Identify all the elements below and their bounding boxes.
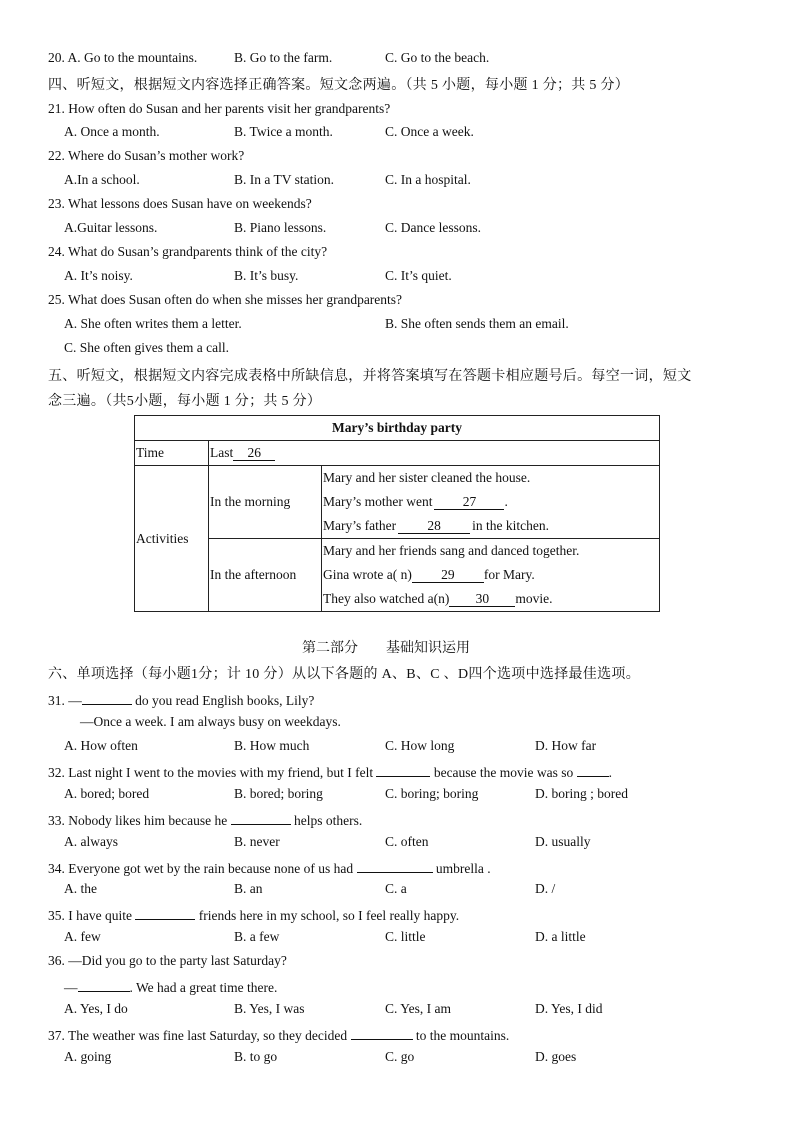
time-label: Time <box>135 441 209 466</box>
q35-option-b: B. a few <box>234 929 280 944</box>
q31-option-d: D. How far <box>535 738 597 753</box>
q37-blank <box>351 1025 413 1040</box>
q22-option-b: B. In a TV station. <box>234 172 334 187</box>
q20-option-b: B. Go to the farm. <box>234 50 333 65</box>
q31-option-a: A. How often <box>64 738 138 753</box>
blank-27: 27 <box>434 495 504 510</box>
q33-stem: 33. Nobody likes him because he helps others. <box>48 810 362 829</box>
q34-option-c: C. a <box>385 881 407 896</box>
blank-28: 28 <box>398 519 470 534</box>
time-value-cell <box>209 441 660 466</box>
q22-option-a: A.In a school. <box>64 172 140 187</box>
q35-option-a: A. few <box>64 929 101 944</box>
q20-option-c: C. Go to the beach. <box>385 50 490 65</box>
q22-stem: 22. Where do Susan’s mother work? <box>48 148 245 163</box>
q34-blank <box>357 858 433 873</box>
q35-blank <box>135 905 195 920</box>
q37-option-a: A. going <box>64 1049 112 1064</box>
q33-blank <box>231 810 291 825</box>
section-6-heading: 六、单项选择（每小题1分；计 10 分）从以下各题的 A、B、C 、D四个选项中选择最佳选项。 <box>48 667 640 682</box>
q32-option-c: C. boring; boring <box>385 786 479 801</box>
activities-label: Activities <box>135 466 209 612</box>
q32-option-b: B. bored; boring <box>234 786 323 801</box>
q32-option-d: D. boring ; bored <box>535 786 628 801</box>
q24-stem: 24. What do Susan’s grandparents think of the city? <box>48 244 328 259</box>
q25-stem: 25. What does Susan often do when she misses her grandparents? <box>48 292 403 307</box>
blank-26: 26 <box>233 446 275 461</box>
afternoon-line-2: Gina wrote a( n) 29 for Mary. <box>323 567 535 582</box>
afternoon-activities <box>322 539 660 612</box>
q36-option-a: A. Yes, I do <box>64 1001 128 1016</box>
section-5-heading-line2: 念三遍。（共5小题，每小题 1 分；共 5 分） <box>48 394 322 409</box>
q25-option-c: C. She often gives them a call. <box>64 340 229 355</box>
q25-option-b: B. She often sends them an email. <box>385 316 569 331</box>
afternoon-line-1: Mary and her friends sang and danced together. <box>323 543 580 558</box>
question-20 <box>48 50 197 66</box>
q34-stem: 34. Everyone got wet by the rain because none of us had umbrella . <box>48 858 491 877</box>
q32-blank-2 <box>577 762 609 777</box>
q36-reply: — . We had a great time there. <box>64 977 277 996</box>
q35-stem: 35. I have quite friends here in my school, so I feel really happy. <box>48 905 459 924</box>
q33-option-c: C. often <box>385 834 429 849</box>
morning-label: In the morning <box>209 466 322 539</box>
q23-option-b: B. Piano lessons. <box>234 220 327 235</box>
q24-option-b: B. It’s busy. <box>234 268 299 283</box>
q34-option-a: A. the <box>64 881 97 896</box>
q21-option-c: C. Once a week. <box>385 124 474 139</box>
birthday-party-table <box>134 415 660 612</box>
section-4-heading: 四、听短文，根据短文内容选择正确答案。短文念两遍。（共 5 小题，每小题 1 分；共 5 分） <box>48 78 630 93</box>
morning-line-1: Mary and her sister cleaned the house. <box>323 470 531 485</box>
q37-stem: 37. The weather was fine last Saturday, so they decided to the mountains. <box>48 1025 509 1044</box>
q36-option-b: B. Yes, I was <box>234 1001 305 1016</box>
q31-stem: 31. — do you read English books, Lily? <box>48 690 314 709</box>
q33-option-a: A. always <box>64 834 118 849</box>
q36-stem: 36. —Did you go to the party last Saturday? <box>48 953 287 968</box>
q36-option-d: D. Yes, I did <box>535 1001 603 1016</box>
q32-stem: 32. Last night I went to the movies with my friend, but I felt because the movie was so . <box>48 762 612 781</box>
q23-option-a: A.Guitar lessons. <box>64 220 158 235</box>
morning-activities <box>322 466 660 539</box>
q24-option-a: A. It’s noisy. <box>64 268 133 283</box>
q21-option-b: B. Twice a month. <box>234 124 333 139</box>
q36-blank <box>78 977 130 992</box>
blank-29: 29 <box>412 568 484 583</box>
part-2-title: 第二部分 基础知识运用 <box>302 641 470 656</box>
q37-option-c: C. go <box>385 1049 415 1064</box>
q32-option-a: A. bored; bored <box>64 786 150 801</box>
q20-option-a: 20. A. Go to the mountains. <box>48 50 198 65</box>
q35-option-c: C. little <box>385 929 426 944</box>
q23-option-c: C. Dance lessons. <box>385 220 481 235</box>
q34-option-d: D. / <box>535 881 556 896</box>
afternoon-line-3: They also watched a(n) 30 movie. <box>323 591 553 606</box>
q31-reply: —Once a week. I am always busy on weekdays. <box>80 714 341 729</box>
q34-option-b: B. an <box>234 881 263 896</box>
q24-option-c: C. It’s quiet. <box>385 268 452 283</box>
q31-option-b: B. How much <box>234 738 310 753</box>
q36-option-c: C. Yes, I am <box>385 1001 452 1016</box>
blank-30: 30 <box>449 592 515 607</box>
q31-option-c: C. How long <box>385 738 455 753</box>
morning-line-3: Mary’s father 28 in the kitchen. <box>323 518 549 533</box>
q22-option-c: C. In a hospital. <box>385 172 471 187</box>
q33-option-d: D. usually <box>535 834 591 849</box>
q23-stem: 23. What lessons does Susan have on weekends? <box>48 196 312 211</box>
q37-option-b: B. to go <box>234 1049 278 1064</box>
afternoon-label: In the afternoon <box>209 539 322 612</box>
q31-blank <box>82 690 132 705</box>
table-title: Mary’s birthday party <box>135 416 660 441</box>
q25-option-a: A. She often writes them a letter. <box>64 316 242 331</box>
q21-option-a: A. Once a month. <box>64 124 160 139</box>
q21-stem: 21. How often do Susan and her parents visit her grandparents? <box>48 101 391 116</box>
q35-option-d: D. a little <box>535 929 586 944</box>
morning-line-2: Mary’s mother went 27 . <box>323 494 508 509</box>
section-5-heading-line1: 五、听短文，根据短文内容完成表格中所缺信息，并将答案填写在答题卡相应题号后。每空一词，短文 <box>48 369 692 384</box>
q33-option-b: B. never <box>234 834 280 849</box>
q32-blank-1 <box>376 762 430 777</box>
q37-option-d: D. goes <box>535 1049 577 1064</box>
time-value: Last <box>210 445 234 460</box>
